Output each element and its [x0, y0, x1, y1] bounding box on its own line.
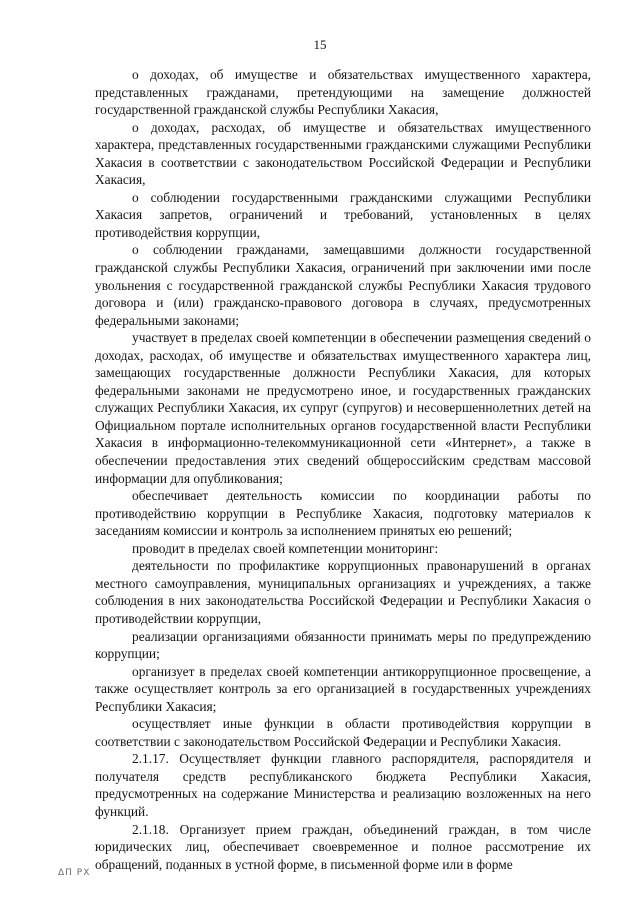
page-number: 15 — [313, 37, 327, 52]
paragraph: организует в пределах своей компетенции антикоррупционное просвещение, а также осуществляет контроль за его организацией в государственных учреждениях Республики Хакасия; — [95, 663, 591, 714]
paragraph: деятельности по профилактике коррупционных правонарушений в органах местного самоуправления, муниципальных организациях и учреждениях, а также соблюдения в них законодательства Российской Федерации и Республики Хакасия о противодействии коррупции, — [95, 558, 591, 626]
paragraph: осуществляет иные функции в области противодействия коррупции в соответствии с законодательством Российской Федерации и Республики Хакасия. — [95, 716, 591, 749]
paragraph: обеспечивает деятельность комиссии по координации работы по противодействию коррупции в Республике Хакасия, подготовку материалов к заседаниям комиссии и контроль за исполнением принятых ею решений; — [95, 488, 591, 539]
paragraph: 2.1.17. Осуществляет функции главного распорядителя, распорядителя и получателя средств республиканского бюджета Республики Хакасия, предусмотренных на содержание Министерства и реализацию возложенных на него функций. — [95, 751, 591, 819]
footer-code: ΔΠ ΡΧ — [58, 868, 91, 878]
paragraph: проводит в пределах своей компетенции мониторинг: — [132, 540, 439, 556]
paragraph: реализации организациями обязанности принимать меры по предупреждению коррупции; — [95, 628, 591, 662]
paragraph: 2.1.18. Организует прием граждан, объединений граждан, в том числе юридических лиц, обеспечивает своевременное и полное рассмотрение их обращений, поданных в устной форме, в письменной форме или в форме — [95, 821, 591, 872]
paragraph: о соблюдении гражданами, замещавшими должности государственной гражданской службы Республики Хакасия, ограничений при заключении ими после увольнения с государственной гражданской службы Республики Хакасия трудового договора и (или) гражданско-правового договора в случаях, предусмотренных федеральными законами; — [95, 242, 591, 328]
paragraph: участвует в пределах своей компетенции в обеспечении размещения сведений о доходах, расходах, об имуществе и обязательствах имущественного характера лиц, замещающих государственные должности Республики Хакасия, для которых федеральными законами не предусмотрено иное, и государственных гражданских служащих Республики Хакасия, их супруг (супругов) и несовершеннолетних детей на Официальном портале исполнительных органов государственной власти Республики Хакасия в информационно-телекоммуникационной сети «Интернет», а также в обеспечении предоставления этих сведений общероссийским средствам массовой информации для опубликования; — [95, 330, 591, 486]
paragraph: о соблюдении государственными гражданскими служащими Республики Хакасия запретов, ограничений и требований, установленных в целях противодействия коррупции, — [95, 189, 591, 240]
paragraph: о доходах, об имуществе и обязательствах имущественного характера, представленных гражданами, претендующими на замещение должностей государственной гражданской службы Республики Хакасия, — [95, 67, 591, 118]
document-body — [95, 66, 591, 873]
paragraph: о доходах, расходах, об имуществе и обязательствах имущественного характера, представленных государственными гражданскими служащими Республики Хакасия в соответствии с законодательством Российской Федерации и Республики Хакасия, — [95, 119, 591, 188]
